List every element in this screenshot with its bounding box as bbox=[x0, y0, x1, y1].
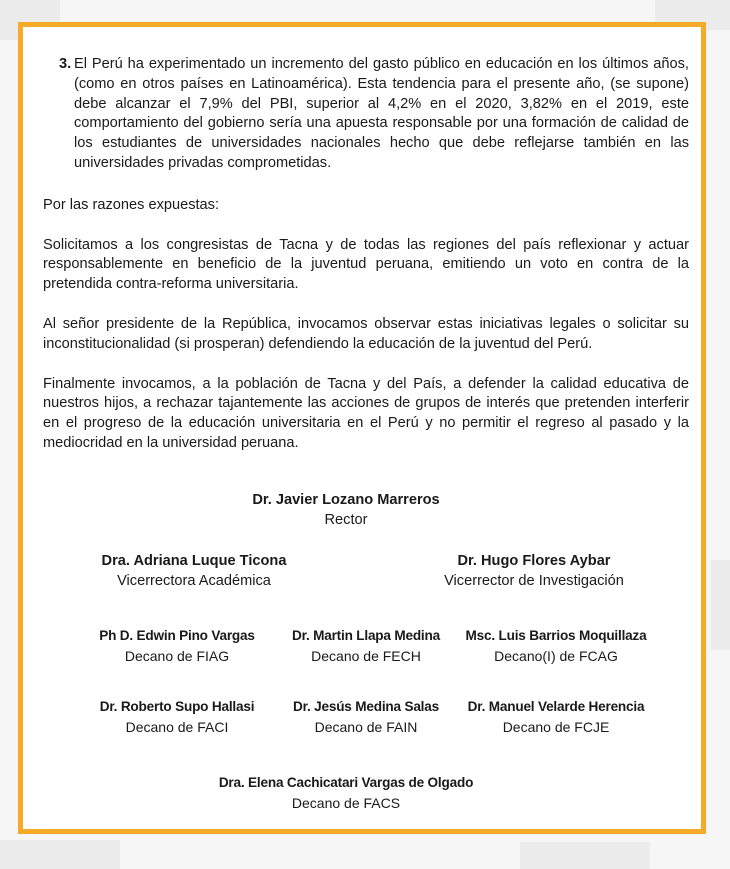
signature-dean-faci bbox=[82, 697, 272, 737]
signatory-title: Decano de FECH bbox=[311, 648, 421, 664]
signatory-title: Vicerrector de Investigación bbox=[444, 573, 624, 589]
signatory-name: Msc. Luis Barrios Moquillaza bbox=[465, 628, 647, 643]
document-body bbox=[43, 55, 689, 454]
signatory-name: Dr. Javier Lozano Marreros bbox=[252, 492, 440, 508]
signature-dean-facs bbox=[216, 773, 476, 813]
background-decoration bbox=[0, 840, 120, 869]
signatory-name: Dra. Adriana Luque Ticona bbox=[101, 553, 287, 569]
signatory-name: Dr. Martin Llapa Medina bbox=[292, 628, 440, 643]
signatory-title: Decano de FCJE bbox=[502, 719, 610, 735]
list-item-text: El Perú ha experimentado un incremento del gasto público en educación en los últimos años, (como en otros países en Latinoamérica). Esta tendencia para el presente año, (se supone) debe alcanzar el 7,9% del PBI, superior al 4,2% en el 2020, 3,82% en el 2019, este comportamiento del gobierno sería una apuesta responsable por una formación de calidad de los estudiantes de universidades nacionales hecho que debe reflejarse también en las universidades privadas comprometidas. bbox=[74, 56, 689, 171]
list-item-3 bbox=[43, 55, 689, 174]
background-decoration bbox=[711, 560, 730, 650]
document-frame bbox=[18, 22, 706, 834]
signatory-title: Decano de FAIN bbox=[314, 719, 418, 735]
signatory-title: Rector bbox=[324, 512, 368, 528]
signature-dean-fiag bbox=[82, 626, 272, 666]
background-decoration bbox=[520, 842, 650, 869]
signature-dean-fain bbox=[271, 697, 461, 737]
signatory-title: Decano de FIAG bbox=[124, 648, 230, 664]
signature-vice-research bbox=[429, 551, 639, 591]
paragraph-request-congress: Solicitamos a los congresistas de Tacna y de todas las regiones del país reflexionar y actuar responsablemente en beneficio de la juventud peruana, emitiendo un voto en contra de la pretendida contra-reforma universitaria. bbox=[43, 236, 689, 293]
signatory-name: Dra. Elena Cachicatari Vargas de Olgado bbox=[218, 775, 474, 790]
signatory-name: Dr. Jesús Medina Salas bbox=[293, 699, 439, 714]
signature-dean-fcag bbox=[456, 626, 656, 666]
signatory-name: Ph D. Edwin Pino Vargas bbox=[99, 628, 255, 643]
signature-dean-fcje bbox=[456, 697, 656, 737]
signatory-name: Dr. Hugo Flores Aybar bbox=[457, 553, 611, 569]
paragraph-closing: Finalmente invocamos, a la población de Tacna y del País, a defender la calidad educativa de nuestros hijos, a rechazar tajantemente las acciones de grupos de interés que pretenden interferir en el progreso de la educación universitaria en el Perú y no permitir el regreso al pasado y la mediocridad en la universidad peruana. bbox=[43, 375, 689, 451]
signature-rector bbox=[246, 490, 446, 530]
signature-vice-academic bbox=[89, 551, 299, 591]
signatory-title: Decano de FACS bbox=[291, 795, 401, 811]
paragraph-president: Al señor presidente de la República, invocamos observar estas iniciativas legales o solicitar su inconstitucionalidad (si prosperan) defendiendo la educación de la juventud del Perú. bbox=[43, 315, 689, 352]
signatory-name: Dr. Roberto Supo Hallasi bbox=[99, 699, 255, 714]
signatory-title: Decano de FACI bbox=[125, 719, 229, 735]
signatory-title: Decano(I) de FCAG bbox=[494, 648, 618, 664]
signatory-name: Dr. Manuel Velarde Herencia bbox=[467, 699, 645, 714]
signatory-title: Vicerrectora Académica bbox=[117, 573, 271, 589]
signature-dean-fech bbox=[271, 626, 461, 666]
paragraph-reasons: Por las razones expuestas: bbox=[43, 196, 220, 213]
list-number: 3. bbox=[59, 56, 72, 72]
